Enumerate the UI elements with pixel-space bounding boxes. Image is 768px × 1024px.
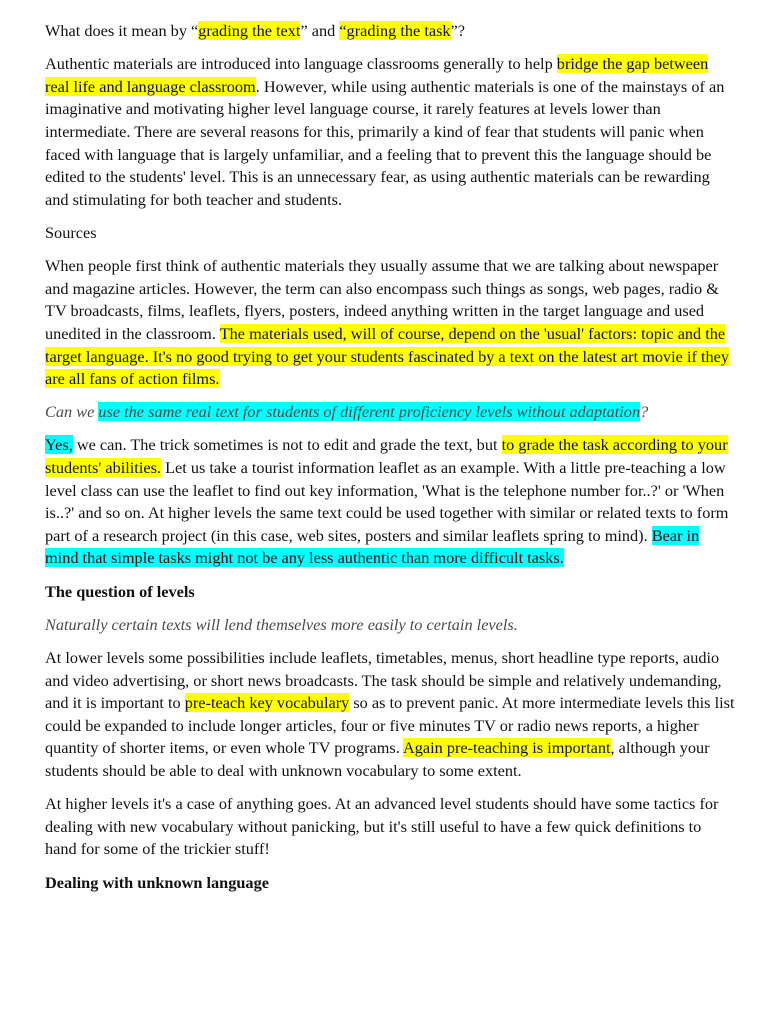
highlight-pre-teach-vocabulary: pre-teach key vocabulary xyxy=(184,693,350,713)
paragraph-authentic-materials: Authentic materials are introduced into language classrooms generally to help bridge the gap between real life and language classroom. However, while using authentic materials is one of the mainstays of an imaginative and motivating higher level language course, it rarely features at levels lower than intermediate. There are several reasons for this, primarily a kind of fear that students will panic when faced with language that is largely unfamiliar, and a feeling that to prevent this the language should be edited to the students' level. This is an unnecessary fear, as using authentic materials can be rewarding and stimulating for both teacher and students. xyxy=(45,54,725,209)
document-page xyxy=(45,20,735,905)
question-same-real-text: Can we use the same real text for students of different proficiency levels without adaptation? xyxy=(45,402,649,422)
highlight-bridge-gap: bridge the gap between real life and language classroom xyxy=(45,54,709,96)
heading-sources: Sources xyxy=(45,222,97,242)
question-grading: What does it mean by “grading the text” and “grading the task”? xyxy=(45,21,465,40)
highlight-yes: Yes, xyxy=(45,435,73,455)
heading-unknown-language: Dealing with unknown language xyxy=(45,872,269,892)
highlight-pre-teaching-important: Again pre-teaching is important xyxy=(402,738,611,758)
highlight-bear-in-mind: Bear in mind that simple tasks might not be any less authentic than more difficult tasks. xyxy=(45,525,700,568)
heading-question-of-levels: The question of levels xyxy=(45,581,195,601)
highlight-grade-task: to grade the task according to your students' abilities. xyxy=(45,435,728,478)
paragraph-sources: When people first think of authentic materials they usually assume that we are talking about newspaper and magazine articles. However, the term can also encompass such things as songs, web pages, radio & TV broadcasts, films, leaflets, flyers, posters, indeed anything written in the target language and used unedited in the classroom. The materials used, will of course, depend on the 'usual' factors: topic and the target language. It's no good trying to get your students fascinated by a text on the latest art movie if they are all fans of action films. xyxy=(45,256,730,389)
paragraph-grade-task: Yes, we can. The trick sometimes is not to edit and grade the text, but to grade the task according to your students' abilities. Let us take a tourist information leaflet as an example. With a little pre-teaching a low level class can use the leaflet to find out key information, 'What is the telephone number for..?' or 'When is..?' and so on. At higher levels the same text could be used together with similar or related texts to form part of a research project (in this case, web sites, posters and similar leaflets spring to mind). Bear in mind that simple tasks might not be any less authentic than more difficult tasks. xyxy=(45,435,729,568)
highlight-proficiency-levels: for students of different proficiency levels without adaptation xyxy=(242,402,641,422)
paragraph-higher-levels: At higher levels it's a case of anything goes. At an advanced level students should have some tactics for dealing with new vocabulary without panicking, but it's still useful to have a few quick definitions to hand for some of the trickier stuff! xyxy=(45,794,719,859)
paragraph-lower-levels: At lower levels some possibilities include leaflets, timetables, menus, short headline type reports, audio and video advertising, or short news broadcasts. The task should be simple and relatively undemanding, and it is important to pre-teach key vocabulary so as to prevent panic. At more intermediate levels this list could be expanded to include longer articles, four or five minutes TV or radio news reports, a higher quantity of shorter items, or even whole TV programs. Again pre-teaching is important, although your students should be able to deal with unknown vocabulary to some extent. xyxy=(45,648,735,780)
levels-intro: Naturally certain texts will lend themselves more easily to certain levels. xyxy=(45,614,518,634)
highlight-grading-text: grading the text xyxy=(198,21,301,40)
highlight-materials-used: The materials used, will of course, depend on the 'usual' factors: topic and the target language. It's no good trying to get your students fascinated by a text on the latest art movie if they are all fans of action films. xyxy=(45,323,730,389)
highlight-same-real-text: use the same real text xyxy=(98,402,243,422)
highlight-grading-task: “grading the task xyxy=(339,21,451,40)
